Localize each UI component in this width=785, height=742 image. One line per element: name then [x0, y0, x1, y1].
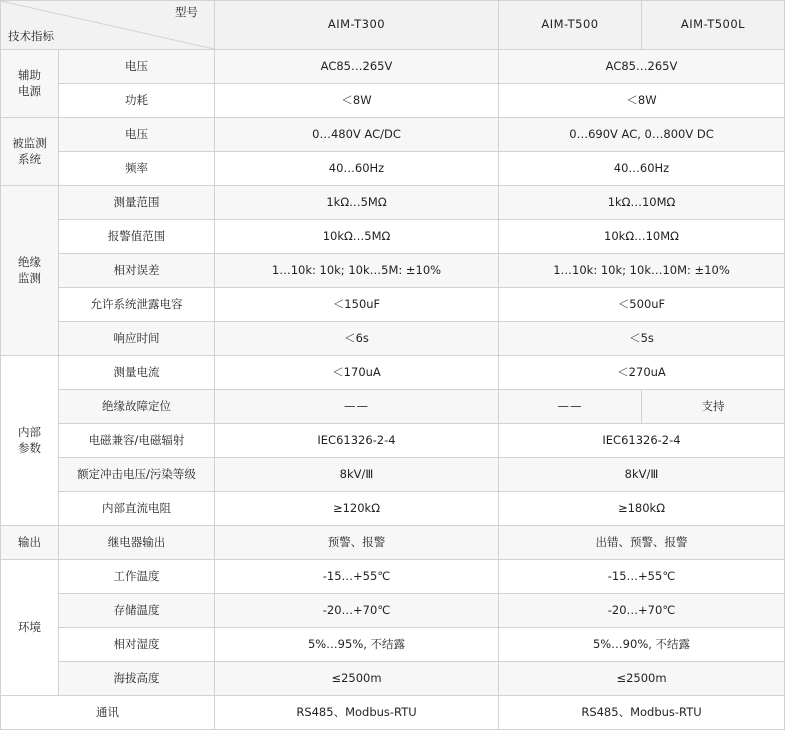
table-row	[1, 594, 785, 628]
header-model-aim-t500l: AIM-T500L	[642, 1, 785, 50]
item-label: 工作温度	[59, 560, 215, 594]
category-line-2: 参数	[18, 440, 41, 455]
value-t500-merged: -20…+70℃	[499, 594, 785, 628]
item-label: 电磁兼容/电磁辐射	[59, 424, 215, 458]
category-line-2: 电源	[18, 83, 41, 98]
item-label: 频率	[59, 152, 215, 186]
table-row	[1, 50, 785, 84]
category-internal-parameters	[1, 356, 59, 526]
value-t300: 10kΩ…5MΩ	[215, 220, 499, 254]
value-t500-merged: 1kΩ…10MΩ	[499, 186, 785, 220]
item-label: 相对误差	[59, 254, 215, 288]
table-row	[1, 288, 785, 322]
table-row	[1, 424, 785, 458]
table-row	[1, 492, 785, 526]
value-t300: -20…+70℃	[215, 594, 499, 628]
header-spec-label: 技术指标	[8, 29, 54, 44]
value-t300: 0…480V AC/DC	[215, 118, 499, 152]
value-t300: 8kV/Ⅲ	[215, 458, 499, 492]
value-t500-merged: 5%…90%, 不结露	[499, 628, 785, 662]
value-t300: 1…10k: 10k; 10k…5M: ±10%	[215, 254, 499, 288]
header-corner-cell	[1, 1, 215, 50]
value-t500-merged: IEC61326-2-4	[499, 424, 785, 458]
value-t300: 40…60Hz	[215, 152, 499, 186]
value-t300: RS485、Modbus-RTU	[215, 696, 499, 730]
table-header-row	[1, 1, 785, 50]
category-line-1: 辅助	[18, 67, 41, 82]
table-row	[1, 322, 785, 356]
item-label: 额定冲击电压/污染等级	[59, 458, 215, 492]
category-output: 输出	[1, 526, 59, 560]
value-t500-merged: 10kΩ…10MΩ	[499, 220, 785, 254]
table-row	[1, 220, 785, 254]
table-row	[1, 662, 785, 696]
value-t300: 预警、报警	[215, 526, 499, 560]
table-row	[1, 526, 785, 560]
category-aux-power	[1, 50, 59, 118]
item-label: 内部直流电阻	[59, 492, 215, 526]
header-model-aim-t500: AIM-T500	[499, 1, 642, 50]
table-row	[1, 84, 785, 118]
item-label: 电压	[59, 118, 215, 152]
value-t500-merged: ≤2500m	[499, 662, 785, 696]
value-t500-merged: 40…60Hz	[499, 152, 785, 186]
item-label: 存储温度	[59, 594, 215, 628]
table-row	[1, 390, 785, 424]
value-t500-merged: 8kV/Ⅲ	[499, 458, 785, 492]
value-t300: ＜6s	[215, 322, 499, 356]
item-label: 功耗	[59, 84, 215, 118]
category-insulation-monitoring	[1, 186, 59, 356]
item-label: 电压	[59, 50, 215, 84]
table-row	[1, 254, 785, 288]
category-line-2: 系统	[18, 151, 41, 166]
item-label: 响应时间	[59, 322, 215, 356]
item-label: 测量电流	[59, 356, 215, 390]
value-t300: IEC61326-2-4	[215, 424, 499, 458]
category-line-1: 被监测	[12, 135, 47, 150]
value-t300: -15…+55℃	[215, 560, 499, 594]
category-environment: 环境	[1, 560, 59, 696]
table-row	[1, 186, 785, 220]
value-t300: ＜8W	[215, 84, 499, 118]
value-t500: ——	[499, 390, 642, 424]
table-row	[1, 118, 785, 152]
item-label: 海拔高度	[59, 662, 215, 696]
table-row	[1, 696, 785, 730]
value-t300: ≥120kΩ	[215, 492, 499, 526]
category-line-1: 绝缘	[18, 254, 41, 269]
value-t500-merged: 1…10k: 10k; 10k…10M: ±10%	[499, 254, 785, 288]
value-t500-merged: 0…690V AC, 0…800V DC	[499, 118, 785, 152]
header-model-aim-t300: AIM-T300	[215, 1, 499, 50]
value-t300: ——	[215, 390, 499, 424]
category-line-1: 内部	[18, 424, 41, 439]
item-label: 允许系统泄露电容	[59, 288, 215, 322]
table-row	[1, 458, 785, 492]
table-row	[1, 356, 785, 390]
value-t500-merged: RS485、Modbus-RTU	[499, 696, 785, 730]
value-t500-merged: 出错、预警、报警	[499, 526, 785, 560]
table-row	[1, 628, 785, 662]
value-t500-merged: AC85…265V	[499, 50, 785, 84]
item-label: 测量范围	[59, 186, 215, 220]
value-t500-merged: ＜500uF	[499, 288, 785, 322]
item-label: 报警值范围	[59, 220, 215, 254]
table-row	[1, 560, 785, 594]
category-monitored-system	[1, 118, 59, 186]
value-t500-merged: ＜8W	[499, 84, 785, 118]
item-label: 绝缘故障定位	[59, 390, 215, 424]
item-label-communication: 通讯	[1, 696, 215, 730]
item-label: 继电器输出	[59, 526, 215, 560]
value-t500-merged: ＜5s	[499, 322, 785, 356]
value-t300: ≤2500m	[215, 662, 499, 696]
value-t500l: 支持	[642, 390, 785, 424]
value-t300: 5%…95%, 不结露	[215, 628, 499, 662]
value-t300: AC85…265V	[215, 50, 499, 84]
category-line-2: 监测	[18, 270, 41, 285]
value-t300: 1kΩ…5MΩ	[215, 186, 499, 220]
value-t300: ＜150uF	[215, 288, 499, 322]
value-t500-merged: -15…+55℃	[499, 560, 785, 594]
value-t300: ＜170uA	[215, 356, 499, 390]
item-label: 相对湿度	[59, 628, 215, 662]
header-model-label: 型号	[175, 5, 198, 19]
value-t500-merged: ＜270uA	[499, 356, 785, 390]
table-row	[1, 152, 785, 186]
value-t500-merged: ≥180kΩ	[499, 492, 785, 526]
